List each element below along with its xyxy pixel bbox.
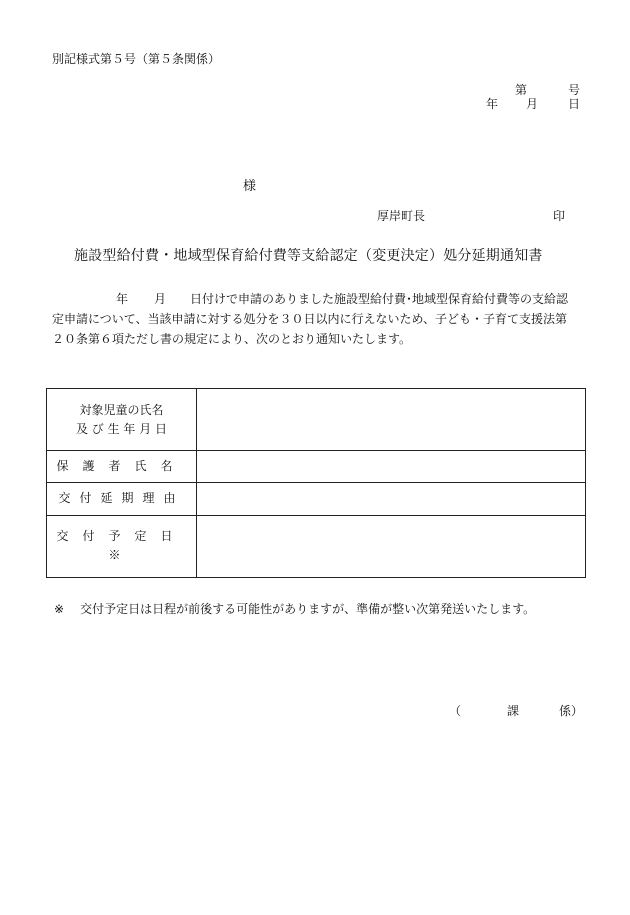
- info-table: [46, 388, 586, 578]
- table-row: [47, 451, 586, 483]
- body-year-label: 年: [116, 292, 129, 306]
- body-line-1-text: 日付けで申請のありました施設型給付費･地域型保育給付費等の支給認: [190, 292, 569, 306]
- scheduled-date-label: [47, 515, 197, 578]
- footnote-text: 交付予定日は日程が前後する可能性がありますが、準備が整い次第発送いたします。: [80, 602, 536, 616]
- section-open-paren: （: [449, 704, 462, 718]
- date-month-label: 月: [526, 97, 539, 111]
- table-row: [47, 483, 586, 515]
- section-contact: [449, 705, 583, 717]
- delay-reason-label-text: 交付延期理由: [58, 491, 185, 506]
- footnote-mark: ※: [54, 602, 65, 616]
- guardian-name-label: [47, 451, 197, 483]
- table-row: [47, 389, 586, 451]
- seal-mark: 印: [553, 209, 566, 223]
- date-day-label: 日: [568, 97, 581, 111]
- body-line-2: 定申請について、当該申請に対する処分を３０日以内に行えないため、子ども・子育て支援法第: [52, 312, 568, 326]
- body-month-label: 月: [154, 292, 167, 306]
- doc-number-suffix: 号: [568, 83, 581, 97]
- date-year-label: 年: [486, 97, 499, 111]
- footnote: [54, 603, 535, 615]
- doc-number-label: 第: [515, 83, 528, 97]
- table-row: [47, 515, 586, 578]
- addressee-honorific: 様: [243, 179, 257, 194]
- body-line-3: ２０条第６項ただし書の規定により、次のとおり通知いたします。: [52, 332, 412, 346]
- delay-reason-value[interactable]: [197, 483, 586, 515]
- document-title: 施設型給付費・地域型保育給付費等支給認定（変更決定）処分延期通知書: [74, 248, 543, 264]
- birthdate-label: 及 び 生 年 月 日: [75, 421, 168, 436]
- scheduled-date-label-text: 交付予定日※: [56, 529, 187, 563]
- child-name-birthdate-label: [47, 389, 197, 451]
- issuer-name: 厚岸町長: [377, 209, 426, 223]
- child-name-label: 対象児童の氏名: [79, 402, 164, 417]
- delay-reason-label: [47, 483, 197, 515]
- guardian-name-value[interactable]: [197, 451, 586, 483]
- form-number: 別記様式第５号（第５条関係）: [52, 52, 221, 66]
- child-name-birthdate-value[interactable]: [197, 389, 586, 451]
- guardian-name-label-text: 保護者氏名: [56, 459, 187, 474]
- body-line-1: [52, 293, 568, 305]
- section-kakari-label: 係）: [559, 704, 584, 718]
- scheduled-date-value[interactable]: [197, 515, 586, 578]
- section-ka-label: 課: [507, 704, 520, 718]
